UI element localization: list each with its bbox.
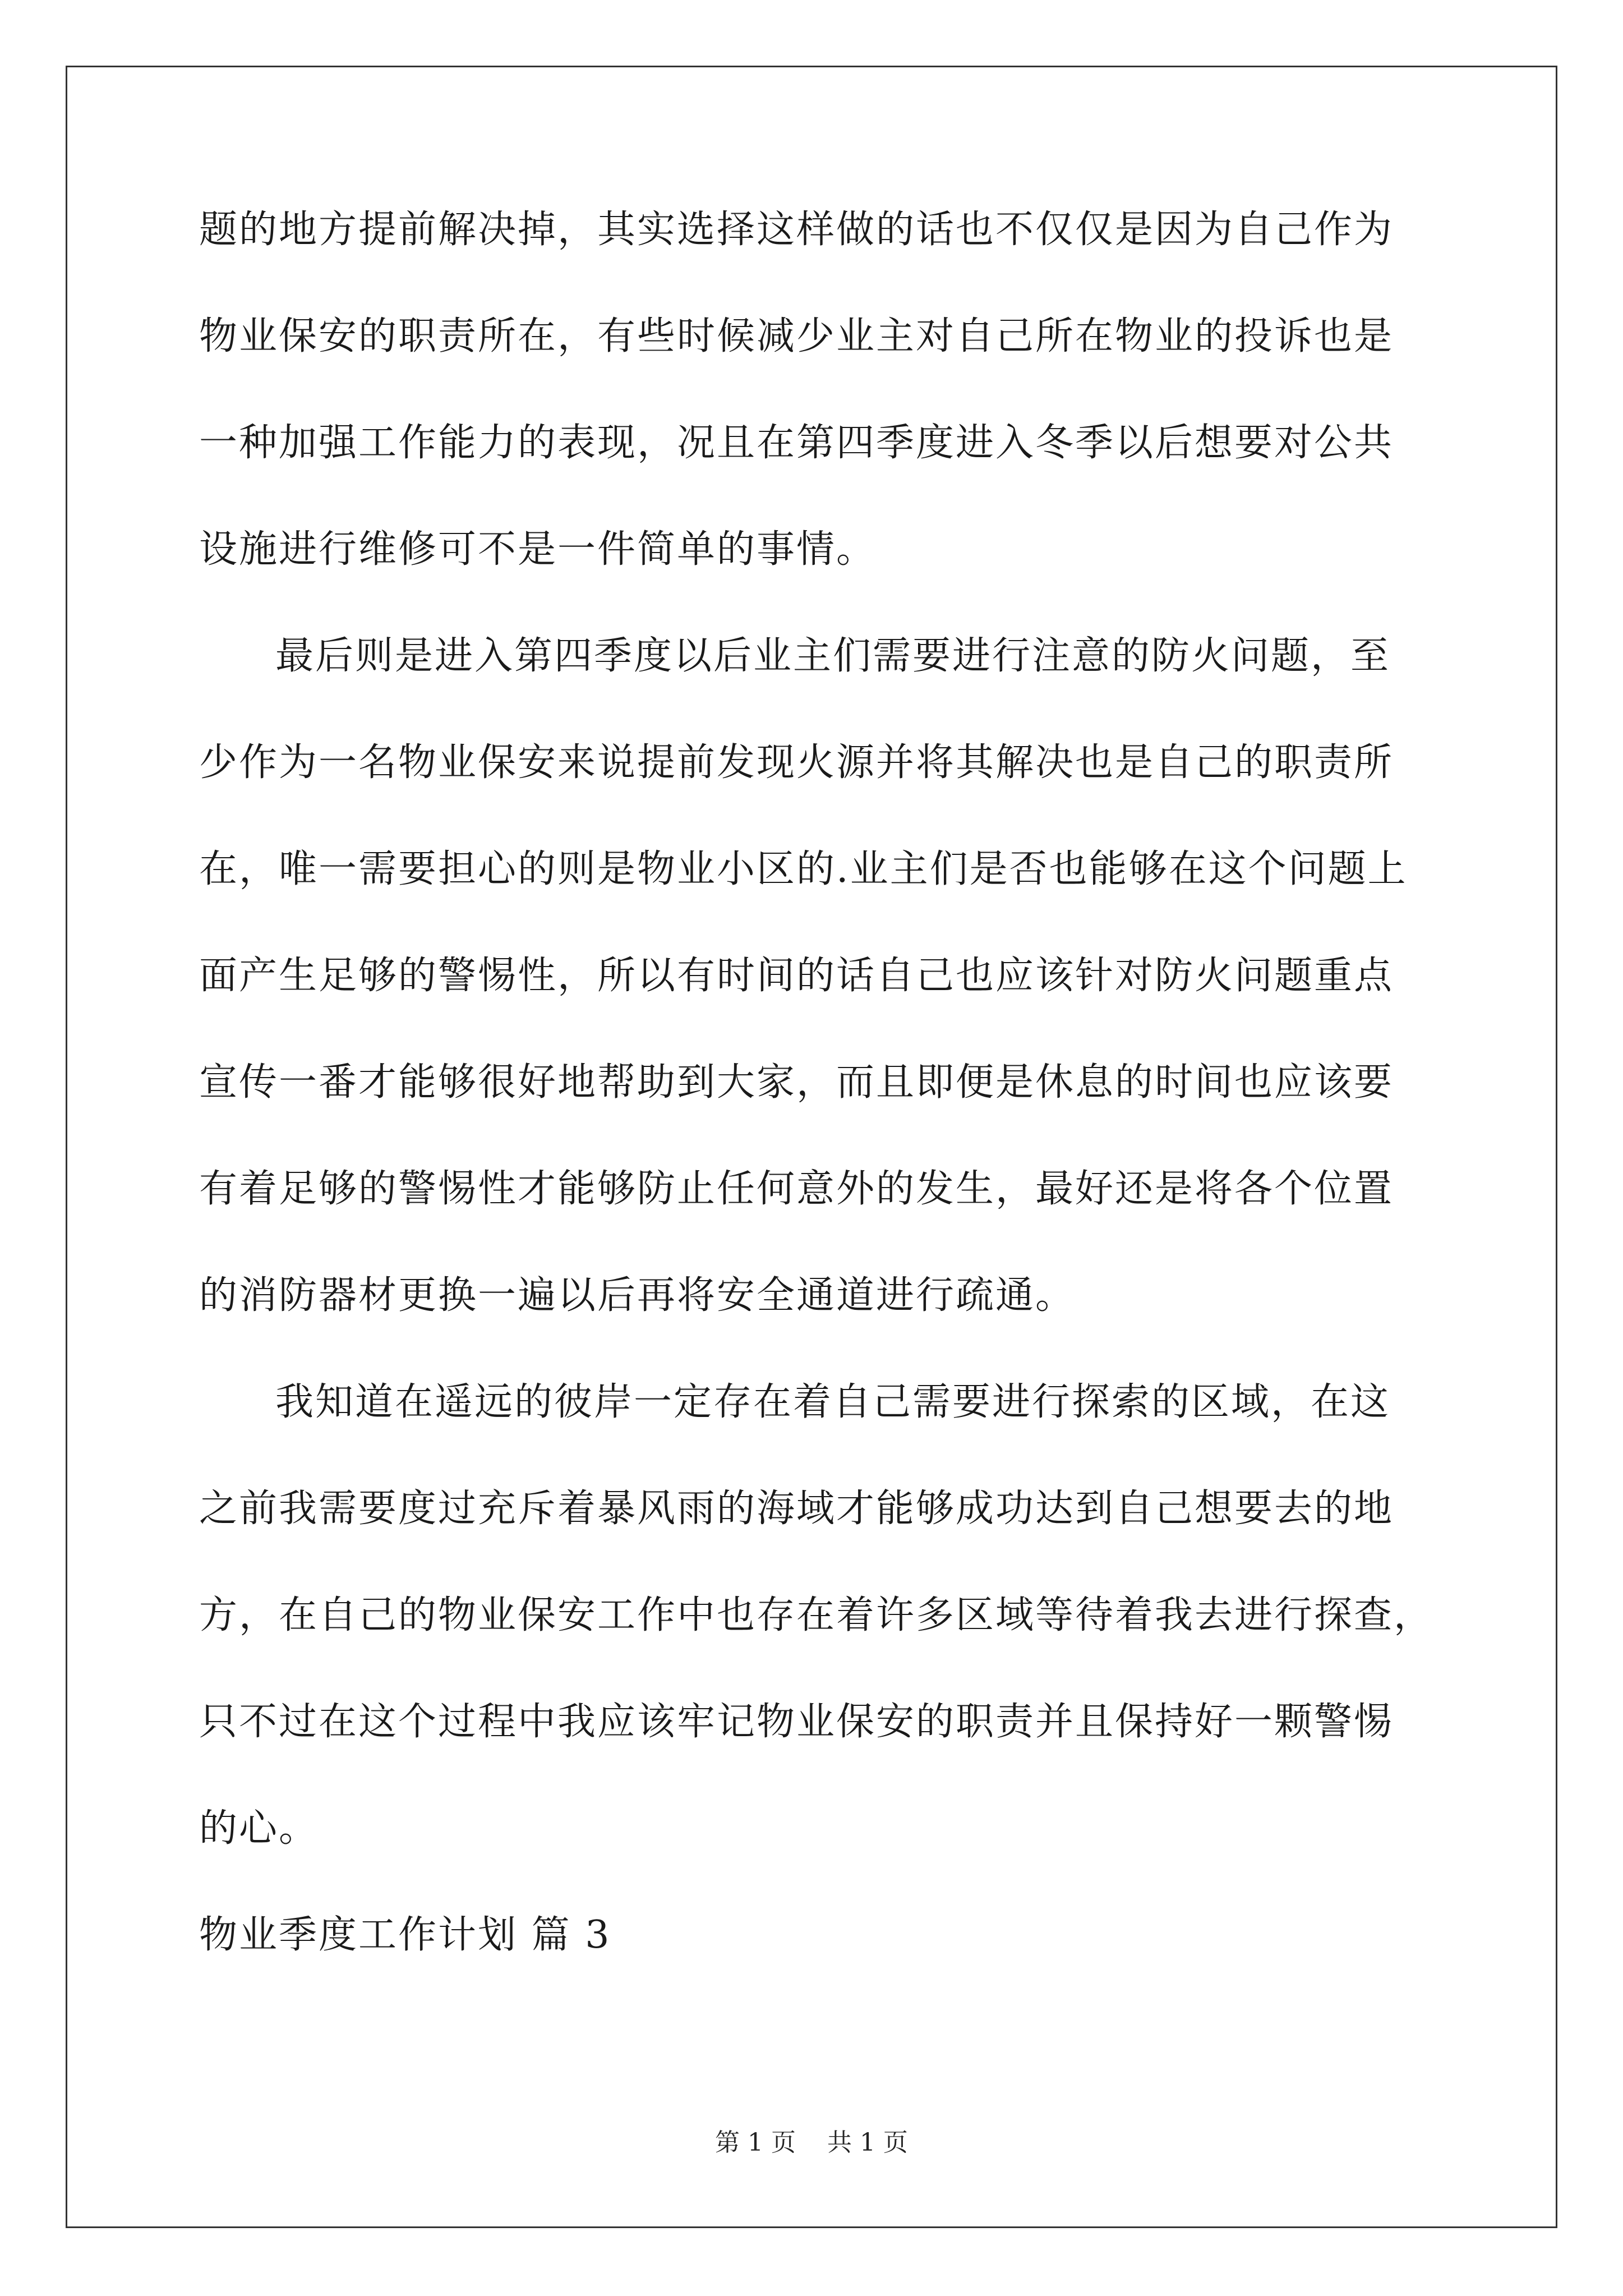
text-line: 有着足够的警惕性才能够防止任何意外的发生，最好还是将各个位置 <box>199 1167 1394 1211</box>
text-line: 面产生足够的警惕性，所以有时间的话自己也应该针对防火问题重点 <box>199 954 1394 998</box>
text-line: 一种加强工作能力的表现，况且在第四季度进入冬季以后想要对公共 <box>199 421 1394 465</box>
text-line: 题的地方提前解决掉，其实选择这样做的话也不仅仅是因为自己作为 <box>199 208 1394 252</box>
page-footer: 第 1 页 共 1 页 <box>715 2128 908 2157</box>
text-line: 之前我需要度过充斥着暴风雨的海域才能够成功达到自己想要去的地 <box>199 1487 1394 1531</box>
text-line: 物业保安的职责所在，有些时候减少业主对自己所在物业的投诉也是 <box>199 314 1394 358</box>
text-line: 少作为一名物业保安来说提前发现火源并将其解决也是自己的职责所 <box>199 740 1394 785</box>
paragraph-first-line: 最后则是进入第四季度以后业主们需要进行注意的防火问题，至 <box>275 634 1391 678</box>
text-line: 方，在自己的物业保安工作中也存在着许多区域等待着我去进行探查， <box>199 1593 1434 1637</box>
text-line: 只不过在这个过程中我应该牢记物业保安的职责并且保持好一颗警惕 <box>199 1700 1394 1744</box>
section-heading: 物业季度工作计划 篇 3 <box>199 1913 611 1957</box>
text-line: 的消防器材更换一遍以后再将安全通道进行疏通。 <box>199 1273 1076 1318</box>
text-line: 在，唯一需要担心的则是物业小区的.业主们是否也能够在这个问题上 <box>199 847 1408 891</box>
text-line: 的心。 <box>199 1806 319 1851</box>
text-line: 宣传一番才能够很好地帮助到大家，而且即便是休息的时间也应该要 <box>199 1060 1394 1105</box>
text-line: 设施进行维修可不是一件简单的事情。 <box>199 527 877 572</box>
paragraph-first-line: 我知道在遥远的彼岸一定存在着自己需要进行探索的区域，在这 <box>275 1380 1391 1424</box>
